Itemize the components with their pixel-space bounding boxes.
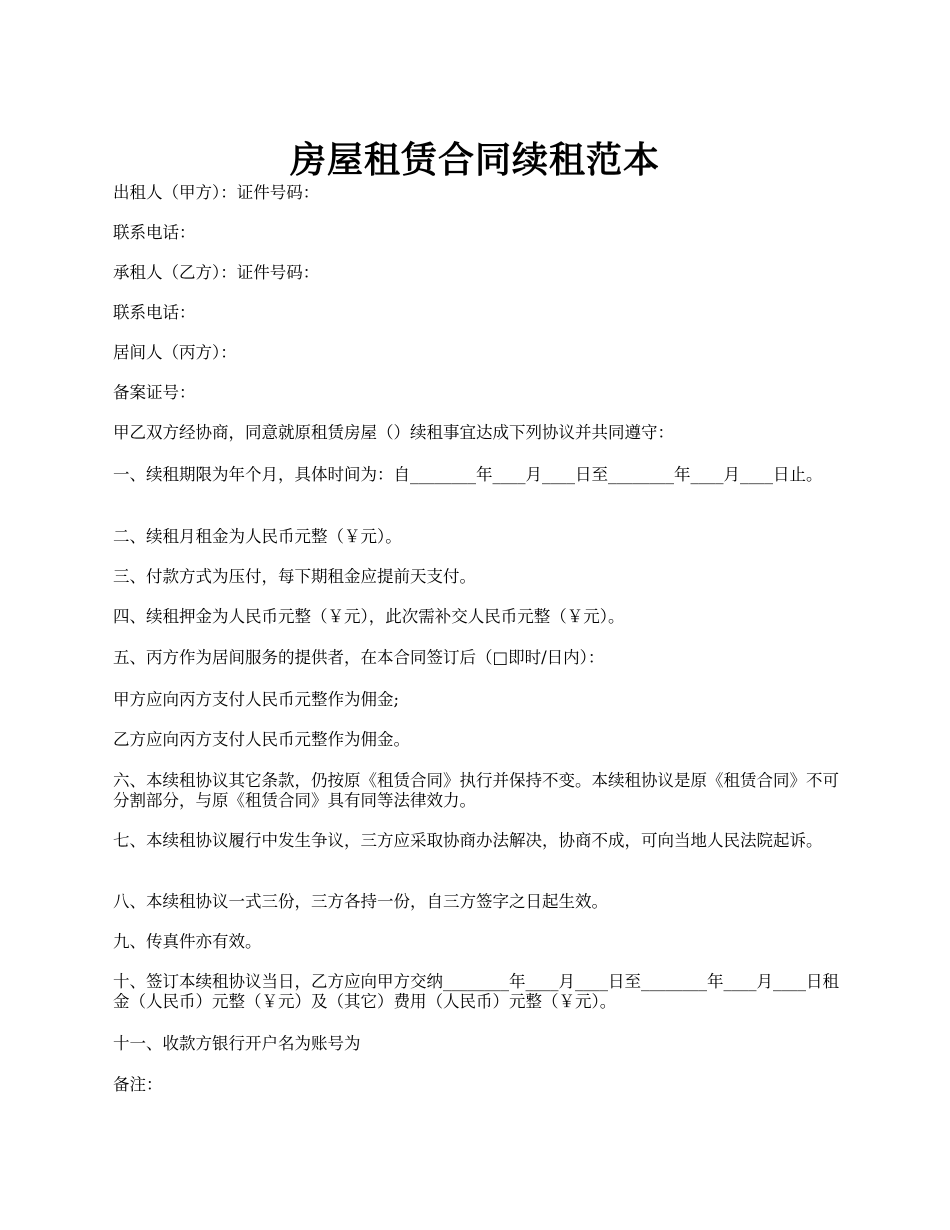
record-number-line: 备案证号： — [113, 383, 196, 402]
clause-9: 九、传真件亦有效。 — [113, 932, 262, 951]
clause-6: 六、本续租协议其它条款，仍按原《租赁合同》执行并保持不变。本续租协议是原《租赁合同》不可分割部分，与原《租赁合同》具有同等法律效力。 — [113, 771, 839, 810]
clause-5: 五、丙方作为居间服务的提供者，在本合同签订后（□即时/日内）： — [113, 648, 605, 667]
lessor-line: 出租人（甲方）：证件号码： — [113, 183, 320, 202]
remarks-line: 备注： — [113, 1075, 163, 1094]
clause-4: 四、续租押金为人民币元整（￥元），此次需补交人民币元整（￥元）。 — [113, 607, 625, 626]
clause-8: 八、本续租协议一式三份，三方各持一份，自三方签字之日起生效。 — [113, 892, 608, 911]
clause-10: 十、签订本续租协议当日，乙方应向甲方交纳________年____月____日至________年____月____日租金（人民币）元整（￥元）及（其它）费用（人民币）元整（￥元）。 — [113, 972, 839, 1011]
lessee-phone-line: 联系电话： — [113, 303, 196, 322]
clause-3: 三、付款方式为压付，每下期租金应提前天支付。 — [113, 567, 476, 586]
clause-5-party-a: 甲方应向丙方支付人民币元整作为佣金; — [113, 690, 400, 709]
clause-5-party-b: 乙方应向丙方支付人民币元整作为佣金。 — [113, 730, 410, 749]
agent-line: 居间人（丙方）： — [113, 343, 237, 362]
clause-1: 一、续租期限为年个月，具体时间为：自________年____月____日至________年____月____日止。 — [113, 465, 823, 484]
lessor-phone-line: 联系电话： — [113, 223, 196, 242]
intro-paragraph: 甲乙双方经协商，同意就原租赁房屋（）续租事宜达成下列协议并共同遵守： — [113, 423, 674, 442]
lessee-line: 承租人（乙方）：证件号码： — [113, 263, 320, 282]
document-title: 房屋租赁合同续租范本 — [289, 139, 660, 182]
clause-7: 七、本续租协议履行中发生争议，三方应采取协商办法解决，协商不成，可向当地人民法院起诉。 — [113, 831, 823, 850]
clause-11: 十一、收款方银行开户名为账号为 — [113, 1034, 361, 1053]
clause-2: 二、续租月租金为人民币元整（￥元）。 — [113, 527, 402, 546]
